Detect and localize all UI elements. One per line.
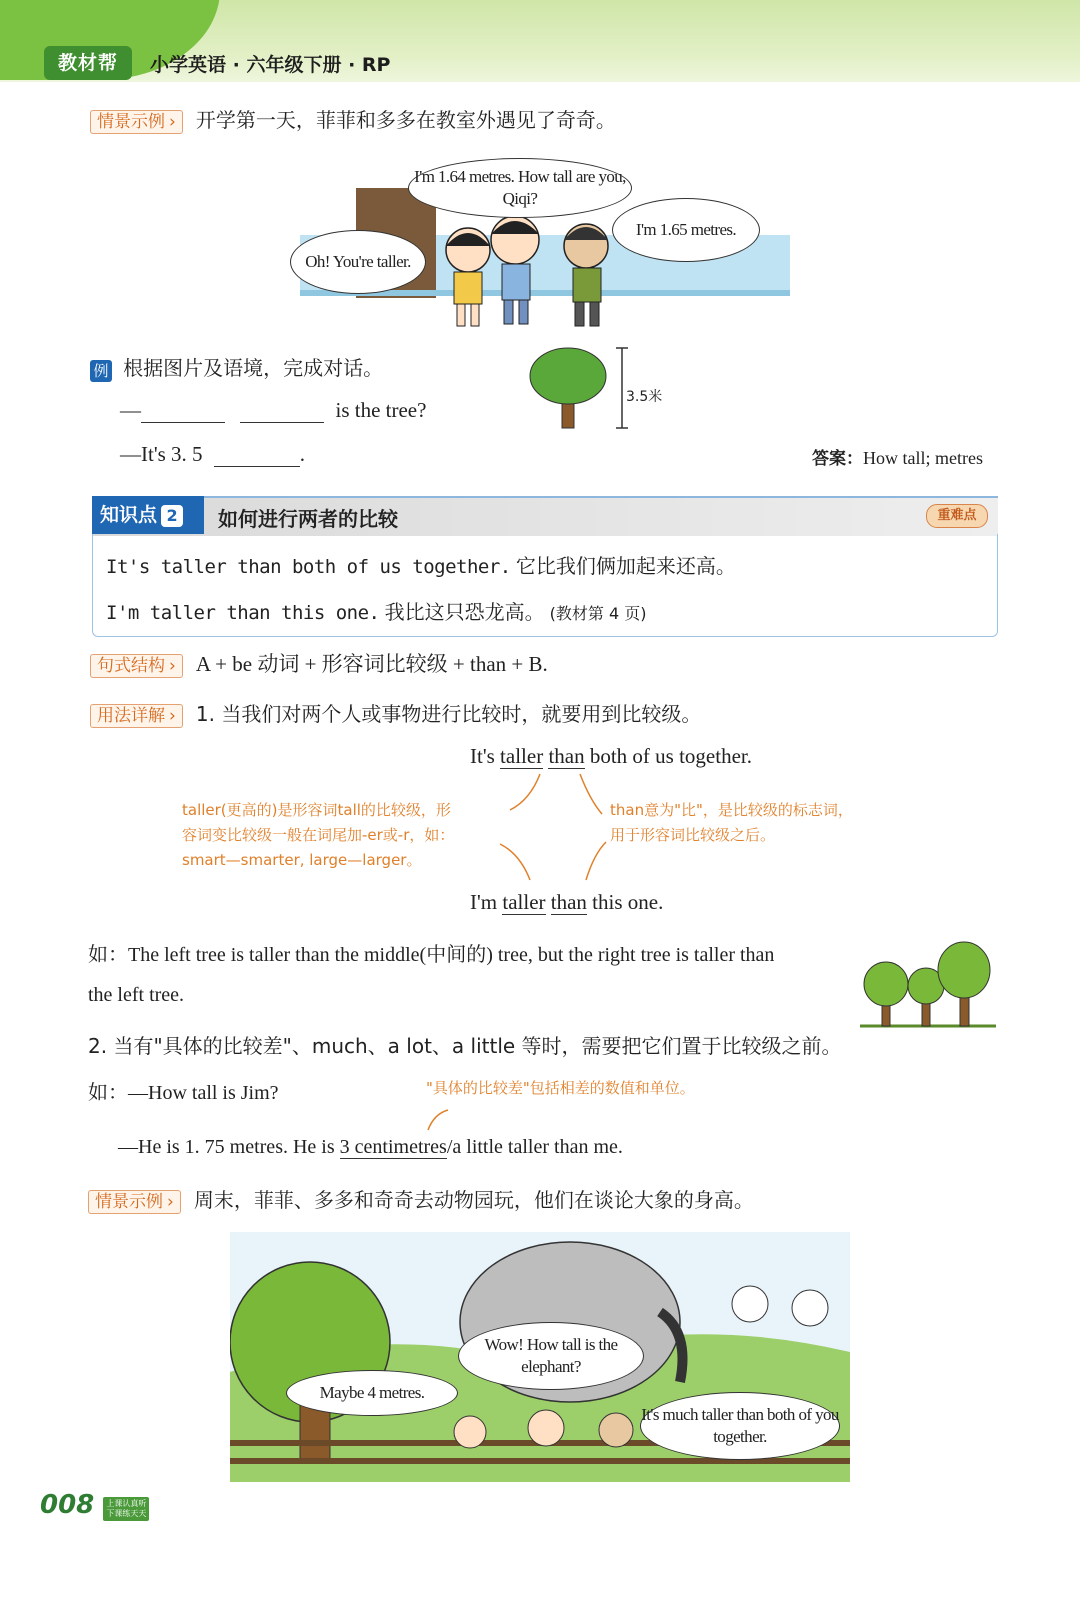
example-icon: 例 — [90, 360, 112, 382]
sentence-zh: 它比我们俩加起来还高。 — [515, 554, 736, 578]
speech-bubble-duoduo: Oh! You're taller. — [290, 230, 426, 294]
textbook-reference: (教材第 4 页) — [549, 604, 647, 623]
knowledge-sentence-2 — [106, 596, 647, 625]
scene-intro-2 — [88, 1184, 754, 1213]
structure-tag: 句式结构 › — [90, 654, 183, 678]
example-instruction-row — [90, 352, 383, 382]
highlight-taller: taller — [502, 890, 546, 914]
example-sentence-2 — [470, 890, 663, 915]
text: I'm — [470, 890, 503, 914]
note-line: taller(更高的)是形容词tall的比较级，形 — [182, 801, 451, 819]
slogan-line: 上课认真听 — [106, 1498, 147, 1508]
scene-tag: 情景示例 › — [90, 110, 183, 134]
answer-value: How tall; metres — [863, 448, 983, 468]
text: this one. — [586, 890, 664, 914]
speech-bubble-feifei: I'm 1.64 metres. How tall are you, Qiqi? — [408, 158, 632, 218]
example-instruction: 根据图片及语境，完成对话。 — [123, 356, 384, 380]
panda-1 — [732, 1286, 768, 1322]
structure-row — [90, 648, 548, 678]
knowledge-title: 如何进行两者的比较 — [218, 507, 398, 531]
note-taller — [182, 798, 454, 873]
page-slogan — [103, 1497, 149, 1521]
scene-text: 开学第一天，菲菲和多多在教室外遇见了奇奇。 — [195, 108, 616, 132]
structure-formula: A + be 动词 + 形容词比较级 + than + B. — [195, 652, 548, 676]
text: /a little taller than me. — [446, 1136, 623, 1158]
tree-height-label: 3.5米 — [626, 389, 663, 405]
page-number-badge — [40, 1490, 170, 1528]
usage-row — [90, 698, 701, 727]
example-question — [120, 398, 426, 423]
note-line: smart—smarter, large—larger。 — [182, 851, 422, 869]
answer-blank-2 — [240, 422, 324, 423]
answer-label: 答案： — [812, 449, 863, 469]
brand-logo: 教材帮 — [44, 46, 132, 80]
example-answer — [120, 442, 305, 467]
dash: — — [120, 398, 141, 422]
speech-bubble-question: Wow! How tall is the elephant? — [458, 1322, 644, 1390]
question-text: is the tree? — [335, 398, 427, 422]
sentence-en: I'm taller than this one. — [106, 602, 380, 624]
answer-blank-3 — [214, 466, 300, 467]
usage-point-2: 2. 当有"具体的比较差"、much、a lot、a little 等时，需要把它们置于比较级之前。 — [88, 1034, 842, 1058]
text — [546, 890, 551, 914]
scene-text: 周末，菲菲、多多和奇奇去动物园玩，他们在谈论大象的身高。 — [193, 1188, 754, 1212]
note-than — [610, 798, 853, 848]
difficulty-badge: 重难点 — [926, 504, 988, 528]
speech-bubble-qiqi: I'm 1.65 metres. — [612, 198, 760, 262]
usage-tag: 用法详解 › — [90, 704, 183, 728]
answer-text: —It's 3. 5 — [120, 442, 203, 466]
knowledge-number: 2 — [161, 505, 183, 527]
slogan-line: 下课练天天 — [106, 1508, 147, 1518]
knowledge-label-text: 知识点 — [100, 504, 158, 526]
sentence-zh: 我比这只恐龙高。 — [384, 600, 545, 624]
tree-illustration — [528, 344, 638, 436]
page-number: 008 — [40, 1490, 95, 1520]
text: —He is 1. 75 metres. He is — [118, 1136, 340, 1158]
answer-key — [812, 444, 983, 469]
period: . — [299, 442, 306, 466]
note-line: 容词变比较级一般在词尾加-er或-r，如： — [182, 826, 455, 844]
sentence-en: It's taller than both of us together. — [106, 556, 511, 578]
example-sentence-1 — [470, 744, 752, 769]
note-line: 用于形容词比较级之后。 — [610, 826, 776, 844]
highlight-than: than — [550, 890, 587, 914]
scene-intro-1 — [90, 104, 616, 133]
note-arrow — [424, 1104, 454, 1134]
answer-blank-1 — [141, 422, 225, 423]
text: It's — [470, 744, 501, 768]
note-line: than意为"比"，是比较级的标志词， — [610, 801, 853, 819]
usage-point-1: 1. 当我们对两个人或事物进行比较时，就要用到比较级。 — [195, 702, 702, 726]
highlight-than: than — [548, 744, 585, 768]
usage-example-1: 如：The left tree is taller than the middle(中间的) tree, but the right tree is taller than — [88, 944, 775, 966]
usage-example-2-answer — [118, 1136, 623, 1159]
knowledge-sentence-1 — [106, 550, 736, 579]
usage-example-2-question: 如：—How tall is Jim? — [88, 1082, 279, 1104]
usage-example-1-cont: the left tree. — [88, 984, 185, 1006]
usage-example-2-note: "具体的比较差"包括相差的数值和单位。 — [426, 1079, 695, 1097]
scene-tag: 情景示例 › — [88, 1190, 181, 1214]
knowledge-label — [92, 496, 204, 534]
highlight-taller: taller — [500, 744, 544, 768]
speech-bubble-guess: Maybe 4 metres. — [286, 1370, 458, 1416]
highlight-difference: 3 centimetres — [339, 1136, 447, 1158]
panda-2 — [792, 1290, 828, 1326]
three-trees-illustration — [860, 940, 996, 1032]
annotation-arrows — [490, 770, 630, 890]
text: both of us together. — [584, 744, 752, 768]
speech-bubble-answer: It's much taller than both of you together. — [640, 1392, 840, 1460]
book-title: 小学英语 · 六年级下册 · RP — [150, 54, 391, 76]
